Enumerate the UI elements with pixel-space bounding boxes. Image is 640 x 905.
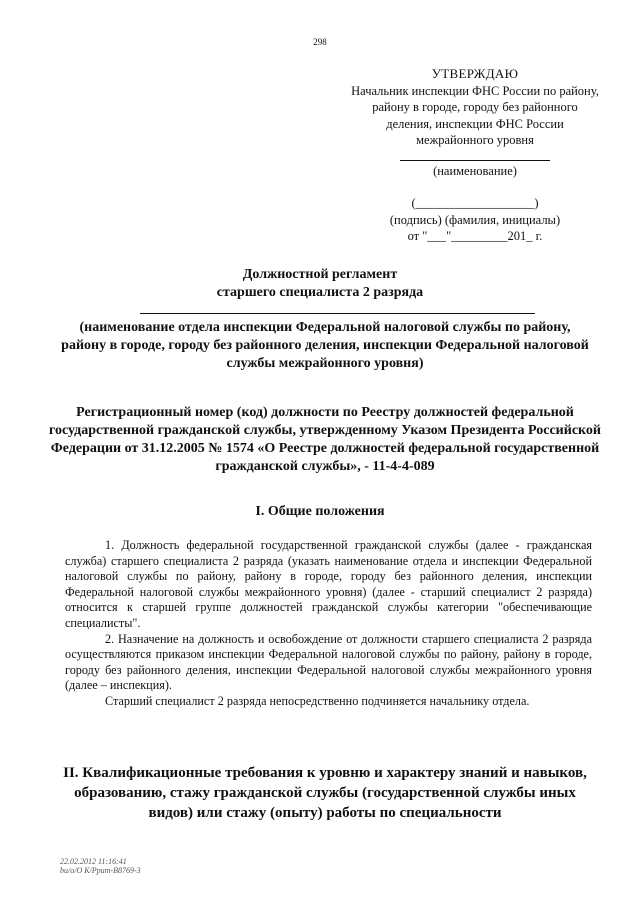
naming-underline	[400, 160, 550, 161]
section-2-heading: II. Квалификационные требования к уровню и характеру знаний и навыков, образованию, стажу гражданской службы (государственной службы иных видов) или стажу (опыту) работы по специальности	[63, 765, 587, 821]
paragraph-3: Старший специалист 2 разряда непосредственно подчиняется начальнику отдела.	[105, 693, 530, 708]
footer-line-1: 22.02.2012 11:16:41	[60, 857, 127, 866]
title-divider	[140, 313, 535, 314]
footer-line-2: bu/o/O К/Ррит-В8769-3	[60, 866, 141, 875]
approval-line-2: району в городе, городу без районного	[372, 100, 578, 114]
naming-caption: (наименование)	[433, 163, 517, 178]
signature-caption: (подпись) (фамилия, инициалы)	[389, 212, 561, 227]
approval-line-1: Начальник инспекции ФНС России по району,	[351, 83, 599, 98]
footer-stamp	[60, 857, 141, 875]
date-line: от "___"_________201_ г.	[407, 229, 543, 243]
department-name: (наименование отдела инспекции Федеральной налоговой службы по району, району в городе, городу без районного деления, инспекции Федеральной налоговой службы межрайонного уровня)	[61, 320, 589, 371]
approval-line-3: деления, инспекции ФНС России	[386, 116, 564, 131]
paragraph-1: 1. Должность федеральной государственной гражданской службы (далее - гражданская служба) старшего специалиста 2 разряда (указать наименование отдела и инспекции Федеральной налоговой службы по району, району в городе, городу без районного деления, инспекции Федеральной налоговой службы межрайонного уровня) (далее - старший специалист 2 разряда) относится к старшей группе должностей гражданской службы категории "обеспечивающие специалисты".	[65, 538, 592, 630]
registration-number: Регистрационный номер (код) должности по Реестру должностей федеральной государственной гражданской службы, утвержденному Указом Президента Российской Федерации от 31.12.2005 № 1574 «О Реестре должностей федеральной государственной гражданской службы», - 11-4-4-089	[49, 405, 601, 474]
document-title-line-1: Должностной регламент	[242, 267, 398, 282]
document-title-line-2: старшего специалиста 2 разряда	[216, 285, 424, 300]
page-number: 298	[313, 37, 327, 47]
paragraph-2: 2. Назначение на должность и освобождение от должности старшего специалиста 2 разряда осуществляются приказом инспекции Федеральной налоговой службы по району, району в городе, городу без районного деления, инспекции Федеральной налоговой службы межрайонного уровня (далее – инспекция).	[65, 631, 592, 693]
approval-block	[330, 66, 620, 245]
approval-title: УТВЕРЖДАЮ	[431, 66, 519, 81]
approval-line-4: межрайонного уровня	[416, 133, 534, 147]
signature-line: (___________________)	[411, 196, 539, 210]
section-1-heading: I. Общие положения	[255, 504, 385, 519]
section-1-body	[65, 538, 592, 710]
document-title	[20, 266, 620, 302]
